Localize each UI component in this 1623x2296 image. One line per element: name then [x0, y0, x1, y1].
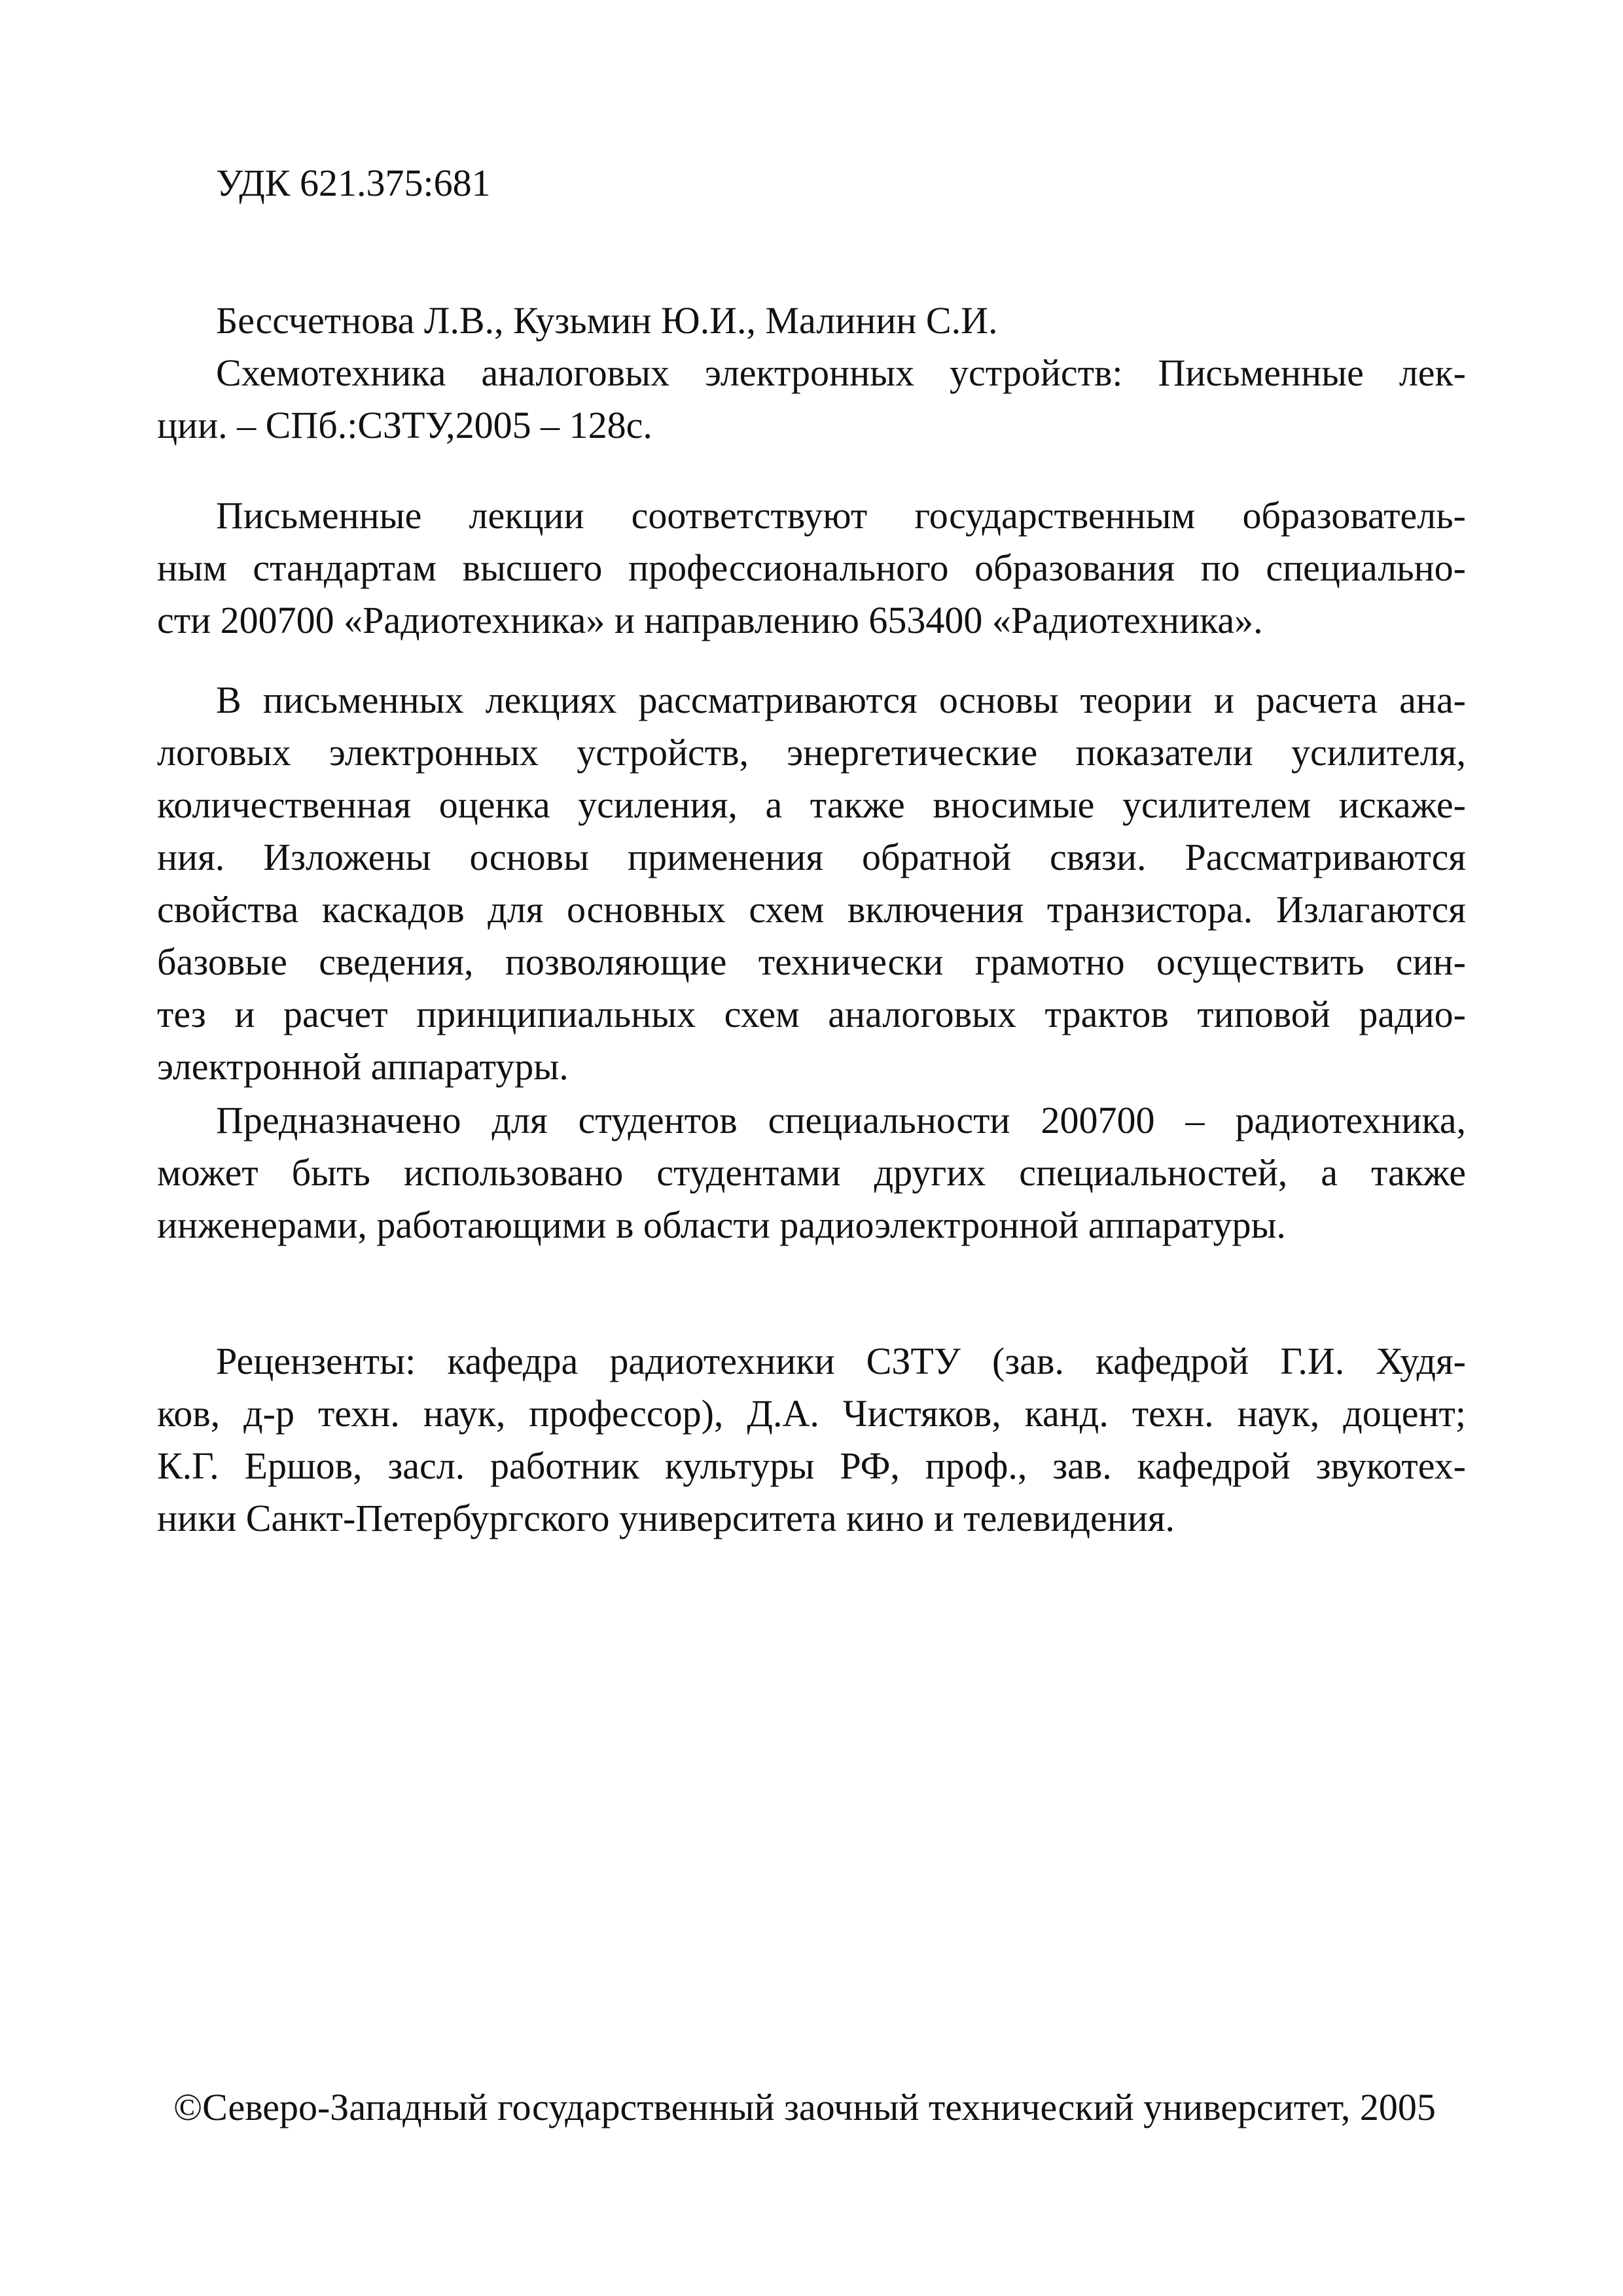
paragraph-line: Письменные лекции соответствуют государственным образователь-: [216, 494, 1466, 537]
paragraph-line: ники Санкт-Петербургского университета кино и телевидения.: [157, 1497, 1175, 1539]
paragraph-line: может быть использовано студентами других специальностей, а также: [157, 1151, 1466, 1194]
udc-code: УДК 621.375:681: [216, 162, 491, 204]
paragraph-contents: [157, 674, 1466, 1093]
paragraph-line: Рецензенты: кафедра радиотехники СЗТУ (зав. кафедрой Г.И. Худя-: [216, 1340, 1466, 1382]
paragraph-reviewers: [157, 1335, 1466, 1545]
citation-authors: Бессчетнова Л.В., Кузьмин Ю.И., Малинин С.И.: [216, 299, 998, 342]
paragraph-line: количественная оценка усиления, а также вносимые усилителем искаже-: [157, 783, 1466, 826]
paragraph-line: логовых электронных устройств, энергетические показатели усилителя,: [157, 731, 1466, 774]
paragraph-line: ния. Изложены основы применения обратной связи. Рассматриваются: [157, 836, 1466, 878]
paragraph-line: электронной аппаратуры.: [157, 1045, 569, 1088]
paragraph-line: базовые сведения, позволяющие технически грамотно осуществить син-: [157, 941, 1466, 983]
paragraph-line: свойства каскадов для основных схем включения транзистора. Излагаются: [157, 888, 1466, 931]
paragraph-line: В письменных лекциях рассматриваются основы теории и расчета ана-: [216, 679, 1466, 721]
citation-title-line-1: Схемотехника аналоговых электронных устройств: Письменные лек-: [216, 351, 1466, 394]
paragraph-audience: [157, 1094, 1466, 1251]
paragraph-line: Предназначено для студентов специальности 200700 – радиотехника,: [216, 1099, 1466, 1141]
copyright-notice: ©Северо-Западный государственный заочный технический университет, 2005: [173, 2086, 1436, 2128]
paragraph-standards: [157, 490, 1466, 647]
citation-title-line-2: ции. – СПб.:СЗТУ,2005 – 128с.: [157, 404, 652, 446]
paragraph-line: инженерами, работающими в области радиоэлектронной аппаратуры.: [157, 1204, 1286, 1246]
paragraph-line: ным стандартам высшего профессионального образования по специально-: [157, 547, 1466, 589]
bibliographic-citation: [157, 295, 1466, 452]
paragraph-line: тез и расчет принципиальных схем аналоговых трактов типовой радио-: [157, 993, 1466, 1035]
paragraph-line: сти 200700 «Радиотехника» и направлению 653400 «Радиотехника».: [157, 599, 1263, 641]
paragraph-line: ков, д-р техн. наук, профессор), Д.А. Чистяков, канд. техн. наук, доцент;: [157, 1392, 1466, 1435]
paragraph-line: К.Г. Ершов, засл. работник культуры РФ, проф., зав. кафедрой звукотех-: [157, 1444, 1466, 1487]
